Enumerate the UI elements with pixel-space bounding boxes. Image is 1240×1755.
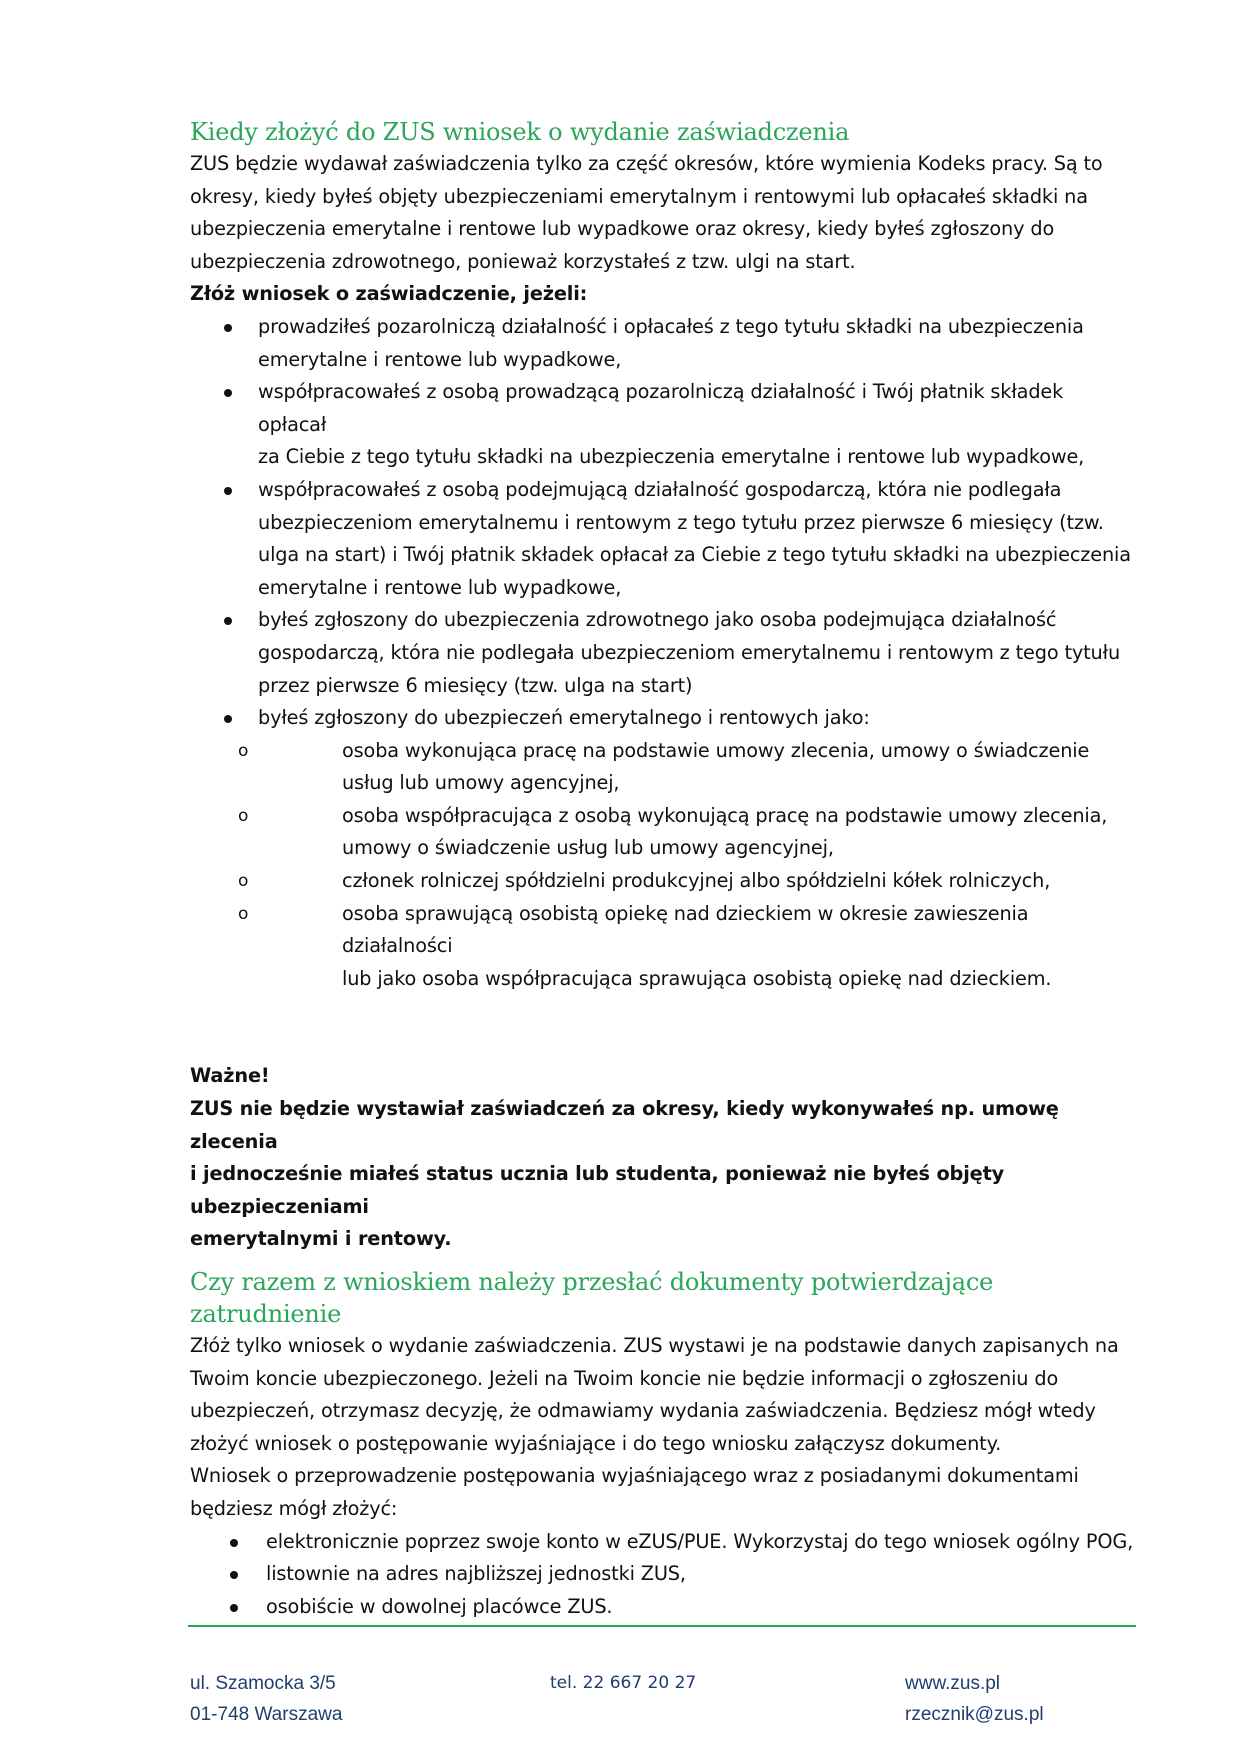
conditions-list (190, 311, 1135, 995)
submission-methods-list (190, 1526, 1135, 1624)
circle-bullet-icon: o (238, 805, 249, 826)
address-city: 01-748 Warszawa (190, 1704, 343, 1725)
list-item (190, 604, 1135, 702)
footer-divider (188, 1625, 1136, 1627)
list-item-line: ubezpieczeniom emerytalnemu i rentowym z tego tytułu przez pierwsze 6 miesięcy (tzw. (258, 510, 1104, 534)
sub-list-item-line: usług lub umowy agencyjnej, (342, 771, 620, 795)
spacer (190, 995, 1135, 1060)
email-link[interactable]: rzecznik@zus.pl (905, 1704, 1044, 1725)
bullet-icon (224, 324, 232, 332)
list-item-line: gospodarczą, która nie podlegała ubezpieczeniom emerytalnemu i rentowym z tego tytułu (258, 640, 1121, 664)
list-item-line: emerytalne i rentowe lub wypadkowe, (258, 347, 622, 371)
list-item-line: ulga na start) i Twój płatnik składek opłacał za Ciebie z tego tytułu składki na ubezpieczenia (258, 543, 1131, 567)
text-line: Złóż tylko wniosek o wydanie zaświadczenia. ZUS wystawi je na podstawie danych zapisanych na (190, 1334, 1119, 1357)
text-line: Twoim koncie ubezpieczonego. Jeżeli na Twoim koncie nie będzie informacji o zgłoszeniu do (190, 1366, 1059, 1390)
section1-heading: Kiedy złożyć do ZUS wniosek o wydanie zaświadczenia (190, 118, 850, 146)
important-label: Ważne! (190, 1064, 270, 1088)
list-item-line: listownie na adres najbliższej jednostki ZUS, (266, 1562, 686, 1586)
phone-number: tel. 22 667 20 27 (550, 1673, 697, 1693)
list-item-line: przez pierwsze 6 miesięcy (tzw. ulga na start) (258, 673, 693, 697)
circle-bullet-icon: o (238, 903, 249, 924)
list-item-line: współpracowałeś z osobą prowadzącą pozarolniczą działalność i Twój płatnik składek opłacał (258, 380, 1064, 436)
sub-list-item-line: osoba wykonująca pracę na podstawie umowy zlecenia, umowy o świadczenie (342, 738, 1090, 762)
list-item-line: współpracowałeś z osobą podejmującą działalność gospodarczą, która nie podlegała (258, 477, 1062, 501)
bullet-icon (224, 617, 232, 625)
text-line: ubezpieczenia zdrowotnego, ponieważ korzystałeś z tzw. ulgi na start. (190, 249, 856, 273)
list-item (190, 376, 1135, 474)
sub-list-item (190, 735, 1135, 800)
sub-list-item (190, 898, 1135, 996)
bullet-icon (230, 1571, 238, 1579)
list-item-line: byłeś zgłoszony do ubezpieczeń emerytalnego i rentowych jako: (258, 706, 870, 730)
sub-list-item-line: członek rolniczej spółdzielni produkcyjnej albo spółdzielni kółek rolniczych, (342, 869, 1051, 893)
text-line: okresy, kiedy byłeś objęty ubezpieczeniami emerytalnym i rentowymi lub opłacałeś składki na (190, 184, 1088, 208)
footer-phone (550, 1668, 696, 1699)
text-line: ubezpieczeń, otrzymasz decyzję, że odmawiamy wydania zaświadczenia. Będziesz mógł wtedy (190, 1399, 1096, 1423)
circle-bullet-icon: o (238, 871, 249, 892)
section1-intro (190, 148, 1135, 278)
text-line: Wniosek o przeprowadzenie postępowania wyjaśniającego wraz z posiadanymi dokumentami (190, 1464, 1079, 1488)
footer-contact (905, 1668, 1044, 1730)
text-line: będziesz mógł złożyć: (190, 1496, 398, 1520)
list-item-line: emerytalne i rentowe lub wypadkowe, (258, 575, 622, 599)
text-line: ubezpieczenia emerytalne i rentowe lub wypadkowe oraz okresy, kiedy byłeś zgłoszony do (190, 217, 1055, 241)
sub-list-item (190, 800, 1135, 865)
list-item-line: osobiście w dowolnej placówce ZUS. (266, 1594, 613, 1618)
list-item (190, 1558, 1135, 1591)
important-line: ZUS nie będzie wystawiał zaświadczeń za okresy, kiedy wykonywałeś np. umowę zlecenia (190, 1097, 1059, 1153)
bullet-icon (224, 715, 232, 723)
bullet-icon (230, 1539, 238, 1547)
sub-list (190, 735, 1135, 996)
list-item (190, 311, 1135, 376)
list-item-line: prowadziłeś pozarolniczą działalność i opłacałeś z tego tytułu składki na ubezpieczenia (258, 314, 1084, 338)
spacer (190, 1256, 1135, 1266)
important-line: emerytalnymi i rentowy. (190, 1227, 452, 1251)
sub-list-item-line: lub jako osoba współpracująca sprawująca osobistą opiekę nad dzieckiem. (342, 966, 1052, 990)
list-item (190, 1526, 1135, 1559)
section2-heading: Czy razem z wnioskiem należy przesłać dokumenty potwierdzające zatrudnienie (190, 1268, 994, 1328)
list-intro: Złóż wniosek o zaświadczenie, jeżeli: (190, 282, 588, 306)
bullet-icon (224, 487, 232, 495)
document-body (190, 116, 1135, 1623)
bullet-icon (224, 389, 232, 397)
sub-list-item (190, 865, 1135, 898)
list-item-line: byłeś zgłoszony do ubezpieczenia zdrowotnego jako osoba podejmująca działalność (258, 608, 1057, 632)
section2-body (190, 1330, 1135, 1526)
list-item-line: za Ciebie z tego tytułu składki na ubezpieczenia emerytalne i rentowe lub wypadkowe, (258, 445, 1085, 469)
important-line: i jednocześnie miałeś status ucznia lub studenta, ponieważ nie byłeś objęty ubezpieczeniami (190, 1162, 1005, 1218)
circle-bullet-icon: o (238, 740, 249, 761)
list-item (190, 474, 1135, 604)
list-item (190, 702, 1135, 995)
text-line: złożyć wniosek o postępowanie wyjaśniające i do tego wniosku załączysz dokumenty. (190, 1431, 1002, 1455)
list-item-line: elektronicznie poprzez swoje konto w eZUS/PUE. Wykorzystaj do tego wniosek ogólny POG, (266, 1529, 1134, 1553)
footer-address (190, 1668, 342, 1730)
bullet-icon (230, 1604, 238, 1612)
text-line: ZUS będzie wydawał zaświadczenia tylko za część okresów, które wymienia Kodeks pracy. Są to (190, 152, 1103, 175)
website-link[interactable]: www.zus.pl (905, 1673, 1001, 1694)
sub-list-item-line: umowy o świadczenie usług lub umowy agencyjnej, (342, 836, 834, 860)
important-note (190, 1060, 1135, 1256)
sub-list-item-line: osoba sprawującą osobistą opiekę nad dzieckiem w okresie zawieszenia działalności (342, 901, 1029, 958)
list-item (190, 1591, 1135, 1624)
address-street: ul. Szamocka 3/5 (190, 1673, 336, 1694)
sub-list-item-line: osoba współpracująca z osobą wykonującą pracę na podstawie umowy zlecenia, (342, 803, 1108, 827)
